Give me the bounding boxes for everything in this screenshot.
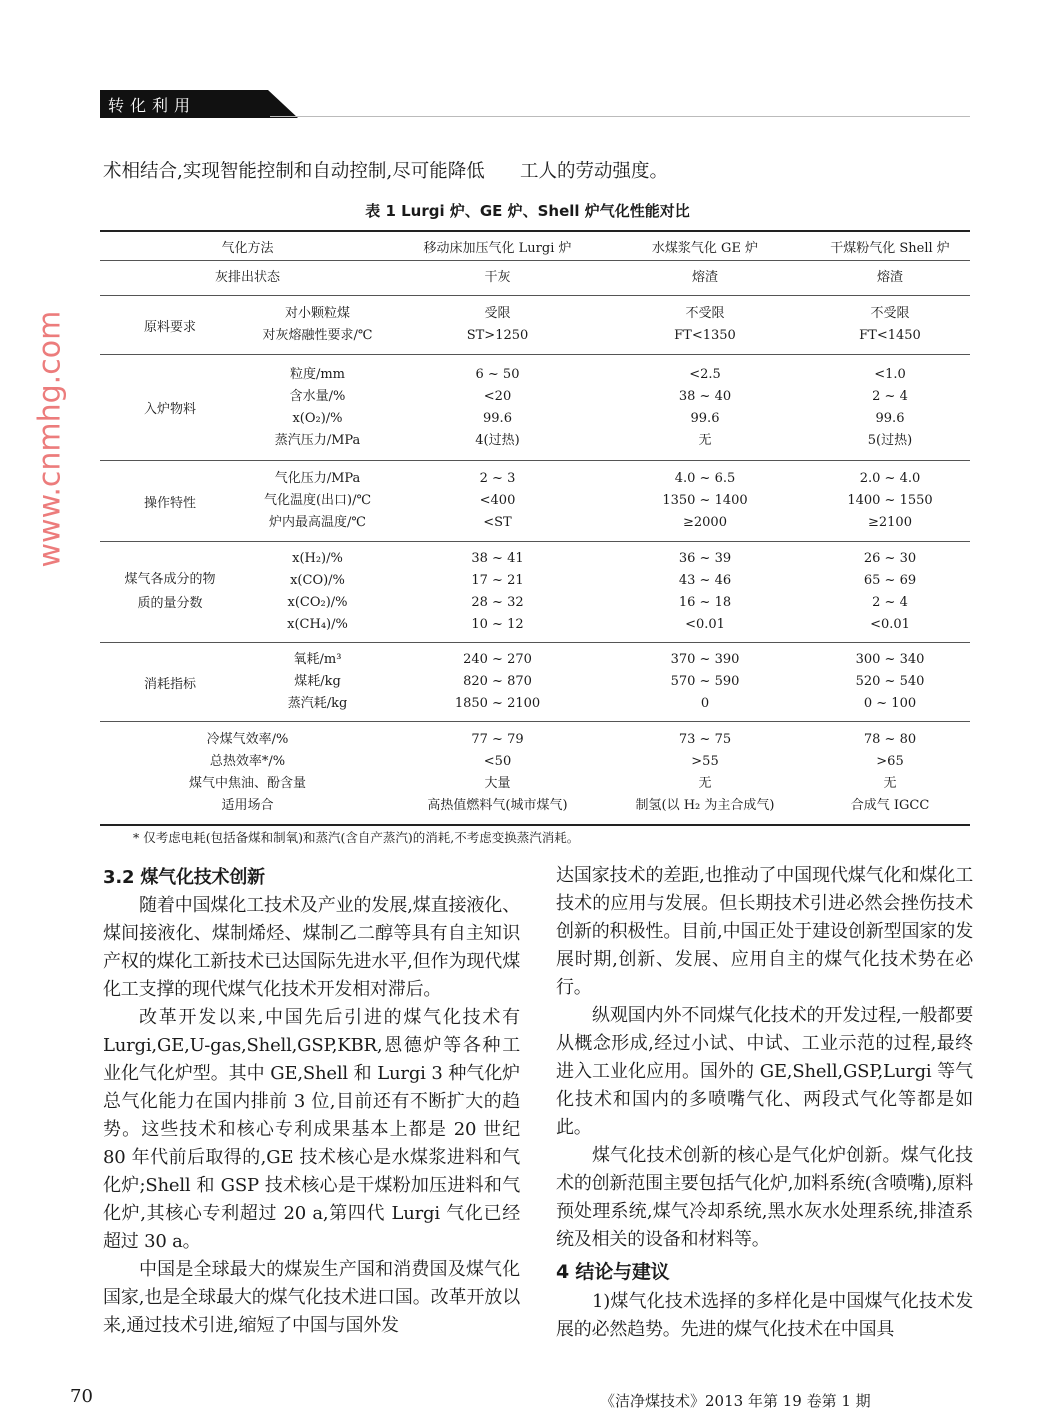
section-label: 转化利用 bbox=[108, 96, 197, 115]
header-rule bbox=[270, 116, 970, 117]
group-label: 消耗指标 bbox=[143, 676, 196, 692]
comparison-table bbox=[100, 230, 970, 826]
table-cell bbox=[810, 468, 970, 534]
table-cell bbox=[600, 729, 810, 817]
row-label bbox=[100, 267, 395, 289]
table-row-group bbox=[100, 261, 970, 296]
group-label: 入炉物料 bbox=[143, 402, 196, 417]
left-column bbox=[103, 864, 520, 1340]
table-cell-line: <50 bbox=[483, 754, 512, 769]
table-cell-line: <2.5 bbox=[689, 366, 721, 382]
table-cell-line: 17 ~ 21 bbox=[471, 573, 524, 588]
table-cell bbox=[600, 548, 810, 636]
table-cell-line: 300 ~ 340 bbox=[855, 652, 925, 667]
table-cell-line: 5(过热) bbox=[867, 432, 913, 448]
table-cell-line: 520 ~ 540 bbox=[855, 674, 925, 689]
table-cell-line: 36 ~ 39 bbox=[678, 551, 732, 566]
column-header: 干煤粉气化 Shell 炉 bbox=[830, 240, 950, 256]
table-cell-line: 1400 ~ 1550 bbox=[847, 493, 933, 508]
table-cell-line: 6 ~ 50 bbox=[475, 366, 520, 382]
table-cell-line: 熔渣 bbox=[876, 270, 903, 285]
table-cell-line: 1350 ~ 1400 bbox=[662, 493, 748, 508]
table-cell-line: <0.01 bbox=[870, 617, 910, 632]
table-cell-line: 820 ~ 870 bbox=[463, 674, 532, 689]
table-cell-line: ≥2100 bbox=[868, 515, 912, 530]
row-label bbox=[240, 303, 395, 347]
table-cell-line: <1.0 bbox=[874, 366, 906, 382]
table-cell bbox=[395, 267, 600, 289]
row-label-line: x(CO)/% bbox=[290, 573, 345, 588]
table-header-row bbox=[100, 232, 970, 261]
table-cell bbox=[600, 468, 810, 534]
section-heading: 4 结论与建议 bbox=[556, 1261, 670, 1283]
group-label: 原料要求 bbox=[143, 319, 196, 335]
table-cell bbox=[395, 303, 600, 347]
table-cell-line: 不受限 bbox=[870, 306, 910, 321]
table-cell-line: 38 ~ 41 bbox=[471, 551, 524, 566]
table-cell-line: ≥2000 bbox=[683, 515, 727, 530]
table-row-group bbox=[100, 643, 970, 722]
table-row-group bbox=[100, 722, 970, 824]
table-cell-line: 无 bbox=[883, 776, 897, 791]
table-cell-line: 16 ~ 18 bbox=[678, 595, 732, 610]
table-cell-line: 10 ~ 12 bbox=[471, 617, 524, 632]
row-label-line: x(CO₂)/% bbox=[287, 595, 348, 610]
paragraph: 1)煤气化技术选择的多样化是中国煤气化技术发展的必然趋势。先进的煤气化技术在中国具 bbox=[556, 1291, 973, 1340]
table-cell bbox=[395, 649, 600, 715]
table-cell bbox=[600, 267, 810, 289]
row-label-line: 对灰熔融性要求/℃ bbox=[262, 328, 373, 343]
table-cell bbox=[600, 364, 810, 452]
table-cell-line: 370 ~ 390 bbox=[670, 652, 740, 667]
row-label-line: 蒸汽压力/MPa bbox=[274, 432, 361, 448]
table-cell-line: 99.6 bbox=[690, 410, 720, 426]
table-cell-line: 0 bbox=[700, 696, 710, 711]
section-heading: 3.2 煤气化技术创新 bbox=[103, 867, 265, 888]
table-cell bbox=[395, 729, 600, 817]
row-label-line: 气化压力/MPa bbox=[274, 471, 361, 486]
table-cell bbox=[810, 729, 970, 817]
table-cell-line: 4.0 ~ 6.5 bbox=[674, 471, 736, 486]
journal-citation: 《洁净煤技术》2013 年第 19 卷第 1 期 bbox=[600, 1392, 871, 1410]
row-label-line: 煤气中焦油、酚含量 bbox=[188, 776, 306, 791]
table-row-group bbox=[100, 542, 970, 643]
table-cell-line: 240 ~ 270 bbox=[463, 652, 532, 667]
table-cell-line: 0 ~ 100 bbox=[863, 696, 917, 711]
group-label: 煤气各成分的物质的量分数 bbox=[124, 572, 216, 611]
row-label-line: 煤耗/kg bbox=[294, 674, 341, 689]
column-header: 气化方法 bbox=[221, 240, 274, 256]
table-cell bbox=[810, 364, 970, 452]
table-cell-line: 43 ~ 46 bbox=[678, 573, 732, 588]
table-row-group bbox=[100, 461, 970, 542]
paragraph: 达国家技术的差距,也推动了中国现代煤气化和煤化工技术的应用与发展。但长期技术引进必然会挫伤技术创新的积极性。目前,中国正处于建设创新型国家的发展时期,创新、发展、应用自主的煤气化技术势在必行。 bbox=[556, 865, 973, 998]
table-cell-line: <400 bbox=[479, 493, 516, 508]
table-cell-line: 26 ~ 30 bbox=[863, 551, 917, 566]
table-cell-line: 不受限 bbox=[685, 306, 725, 321]
row-label-line: 冷煤气效率/% bbox=[206, 732, 289, 747]
table-cell-line: >65 bbox=[876, 754, 904, 769]
table-cell-line: 大量 bbox=[484, 776, 511, 791]
row-label-line: 对小颗粒煤 bbox=[284, 306, 350, 321]
table-cell-line: 65 ~ 69 bbox=[863, 573, 917, 588]
table-cell-line: <20 bbox=[483, 388, 512, 404]
row-label-line: x(H₂)/% bbox=[292, 551, 343, 566]
row-label bbox=[100, 729, 395, 817]
row-label bbox=[240, 468, 395, 534]
row-label-line: 粒度/mm bbox=[289, 366, 346, 382]
table-cell-line: 2 ~ 4 bbox=[872, 595, 908, 610]
table-cell-line: >55 bbox=[691, 754, 719, 769]
section-banner bbox=[100, 90, 268, 118]
table-cell bbox=[395, 468, 600, 534]
row-label-line: 蒸汽耗/kg bbox=[287, 696, 348, 711]
paragraph: 煤气化技术创新的核心是气化炉创新。煤气化技术的创新范围主要包括气化炉,加料系统(含喷嘴),原料预处理系统,煤气冷却系统,黑水灰水处理系统,排渣系统及相关的设备和材料等。 bbox=[556, 1145, 973, 1250]
table-cell-line: 1850 ~ 2100 bbox=[454, 696, 541, 711]
table-cell-line: FT<1350 bbox=[674, 328, 736, 343]
intro-line: 术相结合,实现智能控制和自动控制,尽可能降低 工人的劳动强度。 bbox=[103, 161, 669, 182]
table-cell-line: 78 ~ 80 bbox=[863, 732, 917, 747]
row-label-line: x(O₂)/% bbox=[292, 410, 343, 426]
table-cell-line: 77 ~ 79 bbox=[471, 732, 524, 747]
row-label bbox=[240, 364, 395, 452]
table-cell-line: 28 ~ 32 bbox=[471, 595, 524, 610]
table-cell-line: 570 ~ 590 bbox=[670, 674, 740, 689]
table-cell-line: 高热值燃料气(城市煤气) bbox=[427, 798, 568, 813]
table-cell-line: 99.6 bbox=[483, 410, 512, 426]
column-header: 移动床加压气化 Lurgi 炉 bbox=[423, 240, 572, 256]
row-label-line: 炉内最高温度/℃ bbox=[269, 515, 366, 530]
table-cell-line: 无 bbox=[698, 776, 712, 791]
paragraph: 改革开发以来,中国先后引进的煤气化技术有 Lurgi,GE,U-gas,Shell,GSP,KBR,恩德炉等各种工业化气化炉型。其中 GE,Shell 和 Lurgi 3 种气化炉总气化能力在国内排前 3 位,目前还有不断扩大的趋势。这些技术和核心专利成果基本上都是 20 世纪 80 年代前后取得的,GE 技术核心是水煤浆进料和气化炉;Shell 和 GSP 技术核心是干煤粉加压进料和气化炉,其核心专利超过 20 a,第四代 Lurgi 气化已经超过 30 a。 bbox=[103, 1007, 520, 1252]
group-label: 操作特性 bbox=[143, 495, 196, 511]
row-label bbox=[240, 548, 395, 636]
table-cell-line: 2 ~ 4 bbox=[872, 388, 908, 404]
table-cell bbox=[810, 303, 970, 347]
table-cell-line: FT<1450 bbox=[859, 328, 921, 343]
right-column bbox=[556, 862, 973, 1344]
page-number: 70 bbox=[70, 1386, 93, 1407]
row-label bbox=[240, 649, 395, 715]
row-label-line: 气化温度(出口)/℃ bbox=[263, 493, 372, 508]
table-cell bbox=[810, 649, 970, 715]
table-cell-line: 2.0 ~ 4.0 bbox=[859, 471, 921, 486]
row-label-line: 氧耗/m³ bbox=[293, 652, 342, 667]
table-title: 表 1 Lurgi 炉、GE 炉、Shell 炉气化性能对比 bbox=[365, 202, 690, 220]
table-row-group bbox=[100, 355, 970, 461]
table-cell bbox=[600, 303, 810, 347]
watermark: www.cnmhg.com bbox=[32, 310, 68, 568]
table-cell bbox=[810, 548, 970, 636]
row-label-line: x(CH₄)/% bbox=[287, 617, 348, 632]
table-cell-line: 制氢(以 H₂ 为主合成气) bbox=[635, 798, 775, 813]
table-cell-line: 73 ~ 75 bbox=[678, 732, 732, 747]
table-cell-line: 4(过热) bbox=[475, 432, 520, 448]
table-cell-line: 2 ~ 3 bbox=[479, 471, 516, 486]
table-cell-line: 38 ~ 40 bbox=[678, 388, 732, 404]
table-cell-line: 受限 bbox=[484, 306, 511, 321]
column-header: 水煤浆气化 GE 炉 bbox=[651, 240, 759, 256]
table-cell bbox=[810, 267, 970, 289]
row-label-line: 含水量/% bbox=[289, 388, 346, 404]
table-cell-line: 无 bbox=[698, 432, 712, 448]
row-label-line: 灰排出状态 bbox=[214, 270, 280, 285]
table-cell-line: 熔渣 bbox=[691, 270, 718, 285]
table-cell-line: 干灰 bbox=[484, 270, 511, 285]
table-cell-line: <0.01 bbox=[685, 617, 725, 632]
paragraph: 纵观国内外不同煤气化技术的开发过程,一般都要从概念形成,经过小试、中试、工业示范的过程,最终进入工业化应用。国外的 GE,Shell,GSP,Lurgi 等气化技术和国内的多喷嘴气化、两段式气化等都是如此。 bbox=[556, 1005, 973, 1138]
table-footnote: * 仅考虑电耗(包括备煤和制氧)和蒸汽(含自产蒸汽)的消耗,不考虑变换蒸汽消耗。 bbox=[133, 830, 580, 845]
table-cell bbox=[395, 364, 600, 452]
table-row-group bbox=[100, 296, 970, 355]
row-label-line: 总热效率*/% bbox=[209, 754, 286, 769]
paragraph: 随着中国煤化工技术及产业的发展,煤直接液化、煤间接液化、煤制烯烃、煤制乙二醇等具有自主知识产权的煤化工新技术已达国际先进水平,但作为现代煤化工支撑的现代煤气化技术开发相对滞后。 bbox=[103, 895, 520, 1000]
table-cell bbox=[395, 548, 600, 636]
table-cell bbox=[600, 649, 810, 715]
table-cell-line: 合成气 IGCC bbox=[850, 798, 930, 813]
table-cell-line: <ST bbox=[483, 515, 512, 530]
paragraph: 中国是全球最大的煤炭生产国和消费国及煤气化国家,也是全球最大的煤气化技术进口国。改革开放以来,通过技术引进,缩短了中国与国外发 bbox=[103, 1259, 520, 1336]
table-cell-line: ST>1250 bbox=[466, 328, 529, 343]
row-label-line: 适用场合 bbox=[221, 798, 274, 813]
table-cell-line: 99.6 bbox=[875, 410, 905, 426]
